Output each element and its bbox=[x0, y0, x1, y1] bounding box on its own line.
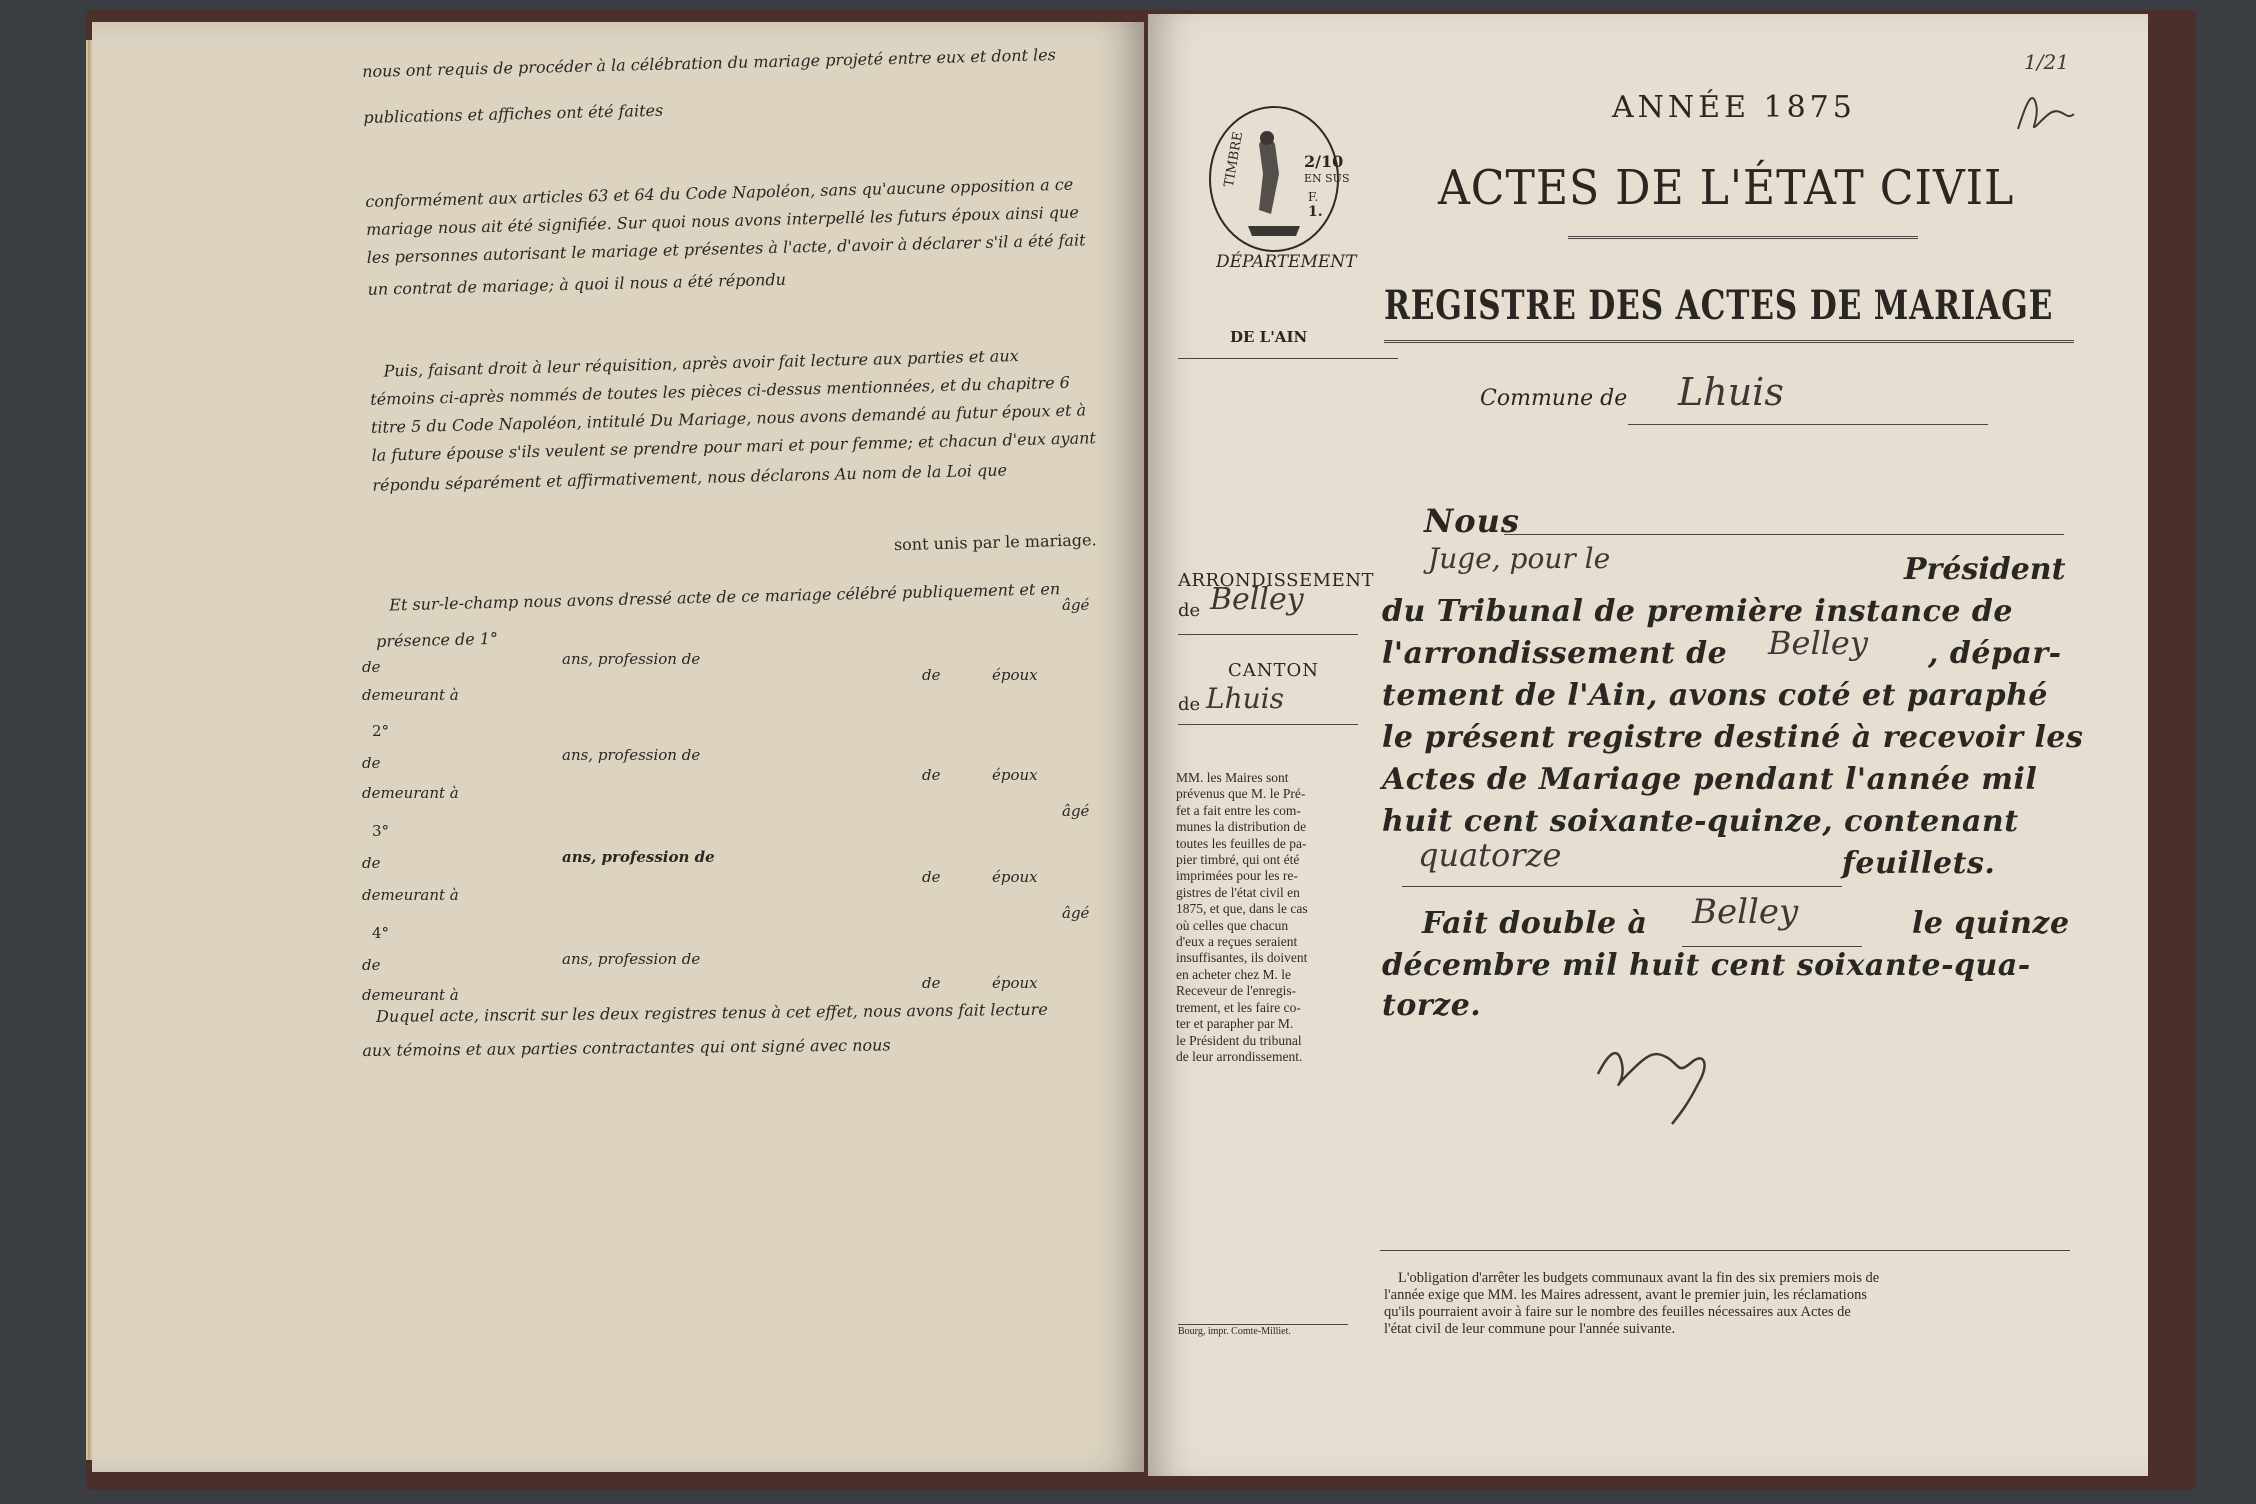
demeurant-label: demeurant à bbox=[362, 986, 459, 1004]
text-line: titre 5 du Code Napoléon, intitulé Du Mariage, nous avons demandé au futur époux et à bbox=[370, 400, 1087, 437]
notice-line: gistres de l'état civil en bbox=[1176, 884, 1300, 900]
notice-line: le Président du tribunal bbox=[1176, 1032, 1302, 1048]
department-label: DE L'AIN bbox=[1230, 328, 1308, 346]
de-label: de bbox=[362, 658, 381, 676]
subtitle-rule bbox=[1384, 340, 2074, 343]
de-label: de bbox=[362, 754, 381, 772]
notice-line: en acheter chez M. le bbox=[1176, 966, 1292, 982]
fait-belley-handwritten: Belley bbox=[1692, 892, 1799, 932]
register-title: ACTES DE L'ÉTAT CIVIL bbox=[1438, 160, 2015, 216]
commune-label: Commune de bbox=[1480, 386, 1628, 411]
notice-line: ter et parapher par M. bbox=[1176, 1016, 1294, 1032]
commune-value: Lhuis bbox=[1678, 370, 1784, 414]
fait-double: Fait double à bbox=[1422, 906, 1648, 941]
profession-label: ans, profession de bbox=[562, 848, 715, 866]
stamp-one: 1. bbox=[1308, 204, 1323, 220]
decembre-line: décembre mil huit cent soixante-qua- bbox=[1382, 948, 2031, 983]
body-line: , dépar- bbox=[1928, 636, 2062, 671]
quatorze-handwritten: quatorze bbox=[1418, 836, 1562, 874]
notice-line: imprimées pour les re- bbox=[1176, 868, 1298, 884]
body-line: tement de l'Ain, avons coté et paraphé bbox=[1382, 678, 2048, 713]
notice-line: Receveur de l'enregis- bbox=[1176, 983, 1297, 999]
stamp-word: TIMBRE bbox=[1221, 130, 1247, 189]
text-line: les personnes autorisant le mariage et présentes à l'acte, d'avoir à déclarer s'il a été fait bbox=[366, 230, 1086, 267]
arrondissement-label: ARRONDISSEMENT bbox=[1178, 570, 1374, 591]
nous-rule bbox=[1504, 534, 2064, 535]
witness-number: 3° bbox=[372, 822, 390, 840]
body-line: du Tribunal de première instance de bbox=[1382, 594, 2013, 629]
text-line: Puis, faisant droit à leur réquisition, après avoir fait lecture aux parties et aux bbox=[383, 346, 1019, 381]
body-line: le présent registre destiné à recevoir les bbox=[1382, 720, 2084, 755]
notice-line: insuffisantes, ils doivent bbox=[1176, 950, 1308, 966]
notice-line: prévenus que M. le Pré- bbox=[1176, 786, 1306, 802]
text-line: Duquel acte, inscrit sur les deux registres tenus à cet effet, nous avons fait lecture bbox=[375, 999, 1048, 1026]
arrondissement-value: Belley bbox=[1210, 582, 1304, 617]
text-line: présence de 1° bbox=[375, 628, 499, 651]
age-label: âgé bbox=[1062, 596, 1090, 614]
text-line: mariage nous ait été signifiée. Sur quoi nous avons interpellé les futurs époux ainsi que bbox=[365, 202, 1080, 239]
demeurant-label: demeurant à bbox=[362, 784, 459, 802]
de-label: de bbox=[922, 666, 941, 684]
body-line: huit cent soixante-quinze, contenant bbox=[1382, 804, 2019, 839]
witness-number: 4° bbox=[372, 924, 390, 942]
president-signature bbox=[1588, 1014, 1728, 1134]
notice-line: où celles que chacun bbox=[1176, 917, 1289, 933]
notice-line: trement, et les faire co- bbox=[1176, 999, 1301, 1015]
footer-note-line: l'année exige que MM. les Maires adressent, avant le premier juin, les réclamations bbox=[1384, 1287, 1867, 1303]
right-page bbox=[1148, 14, 2148, 1476]
register-subtitle: REGISTRE DES ACTES DE MARIAGE bbox=[1384, 282, 2054, 329]
stamp-department: DÉPARTEMENT bbox=[1216, 252, 1357, 272]
le-quinze: le quinze bbox=[1912, 906, 2070, 941]
printer-rule bbox=[1178, 1324, 1348, 1325]
age-label: âgé bbox=[1062, 904, 1090, 922]
de-label: de bbox=[362, 956, 381, 974]
title-rule bbox=[1568, 236, 1918, 239]
body-line: Actes de Mariage pendant l'année mil bbox=[1382, 762, 2038, 797]
commune-rule bbox=[1628, 424, 1988, 425]
text-line: témoins ci-après nommés de toutes les pièces ci-dessus mentionnées, et du chapitre 6 bbox=[370, 372, 1071, 409]
sidebar-rule bbox=[1178, 724, 1358, 725]
text-line: aux témoins et aux parties contractantes qui ont signé avec nous bbox=[362, 1035, 891, 1060]
footer-rule bbox=[1380, 1250, 2070, 1251]
torze-line: torze. bbox=[1382, 988, 1482, 1023]
de-label: de bbox=[922, 868, 941, 886]
notice-line: d'eux a reçues seraient bbox=[1176, 934, 1298, 950]
president-word: Président bbox=[1904, 552, 2066, 587]
juge-handwritten: Juge, pour le bbox=[1428, 542, 1611, 575]
notice-line: pier timbré, qui ont été bbox=[1176, 852, 1300, 868]
de-label: de bbox=[922, 974, 941, 992]
stamp-fr: F. bbox=[1308, 190, 1319, 204]
epoux-label: époux bbox=[992, 974, 1038, 992]
text-line: sont unis par le mariage. bbox=[893, 530, 1097, 555]
canton-de: de bbox=[1178, 694, 1201, 715]
text-line: nous ont requis de procéder à la célébration du mariage projeté entre eux et dont les bbox=[362, 45, 1057, 81]
epoux-label: époux bbox=[992, 868, 1038, 886]
body-line: feuillets. bbox=[1842, 846, 1996, 881]
notice-line: 1875, et que, dans le cas bbox=[1176, 901, 1308, 917]
text-line: conformément aux articles 63 et 64 du Code Napoléon, sans qu'aucune opposition a ce bbox=[365, 174, 1074, 211]
age-label: âgé bbox=[1062, 802, 1090, 820]
stamp-value: 2/10 bbox=[1304, 152, 1344, 171]
de-label: de bbox=[922, 766, 941, 784]
profession-label: ans, profession de bbox=[562, 746, 701, 764]
notice-line: toutes les feuilles de pa- bbox=[1176, 835, 1307, 851]
canton-label: CANTON bbox=[1228, 660, 1320, 681]
year-heading: ANNÉE 1875 bbox=[1612, 90, 1856, 125]
de-label: de bbox=[362, 854, 381, 872]
profession-label: ans, profession de bbox=[562, 950, 701, 968]
text-line: répondu séparément et affirmativement, nous déclarons Au nom de la Loi que bbox=[372, 460, 1008, 495]
printer-credit: Bourg, impr. Comte-Milliet. bbox=[1178, 1326, 1291, 1337]
budget-note bbox=[1384, 1270, 1879, 1338]
maires-notice bbox=[1176, 770, 1308, 1065]
epoux-label: époux bbox=[992, 766, 1038, 784]
feuillets-rule bbox=[1402, 886, 1842, 887]
footer-note-line: qu'ils pourraient avoir à faire sur le nombre des feuilles nécessaires aux Actes de bbox=[1384, 1304, 1851, 1320]
text-line: un contrat de mariage; à quoi il nous a été répondu bbox=[367, 269, 787, 299]
arrondissement-handwritten: Belley bbox=[1768, 624, 1868, 662]
nous-heading: Nous bbox=[1424, 502, 1520, 540]
sidebar-rule bbox=[1178, 634, 1358, 635]
epoux-label: époux bbox=[992, 666, 1038, 684]
demeurant-label: demeurant à bbox=[362, 886, 459, 904]
body-line: l'arrondissement de bbox=[1382, 636, 1728, 671]
canton-value: Lhuis bbox=[1206, 682, 1284, 715]
notice-line: munes la distribution de bbox=[1176, 819, 1307, 835]
fait-rule bbox=[1682, 946, 1862, 947]
corner-note: 1/21 bbox=[2024, 50, 2069, 74]
stamp-ensus: EN SUS bbox=[1304, 172, 1350, 185]
tax-stamp bbox=[1204, 104, 1357, 274]
footer-note-line: l'état civil de leur commune pour l'année suivante. bbox=[1384, 1321, 1676, 1337]
initials-signature bbox=[2008, 84, 2088, 144]
notice-line: fet a fait entre les com- bbox=[1176, 802, 1301, 818]
text-line: la future épouse s'ils veulent se prendre pour mari et pour femme; et chacun d'eux ayant bbox=[371, 428, 1097, 465]
notice-line: de leur arrondissement. bbox=[1176, 1048, 1303, 1064]
footer-note-line: L'obligation d'arrêter les budgets communaux avant la fin des six premiers mois de bbox=[1398, 1270, 1880, 1286]
notice-line: MM. les Maires sont bbox=[1176, 770, 1289, 785]
text-line: Et sur-le-champ nous avons dressé acte de ce mariage célébré publiquement et en bbox=[389, 579, 1061, 615]
stamp-rule bbox=[1178, 358, 1398, 359]
text-line: publications et affiches ont été faites bbox=[363, 100, 664, 127]
demeurant-label: demeurant à bbox=[362, 686, 459, 704]
profession-label: ans, profession de bbox=[562, 650, 701, 668]
arrondissement-de: de bbox=[1178, 600, 1201, 621]
witness-number: 2° bbox=[372, 722, 390, 740]
left-page bbox=[92, 22, 1144, 1472]
